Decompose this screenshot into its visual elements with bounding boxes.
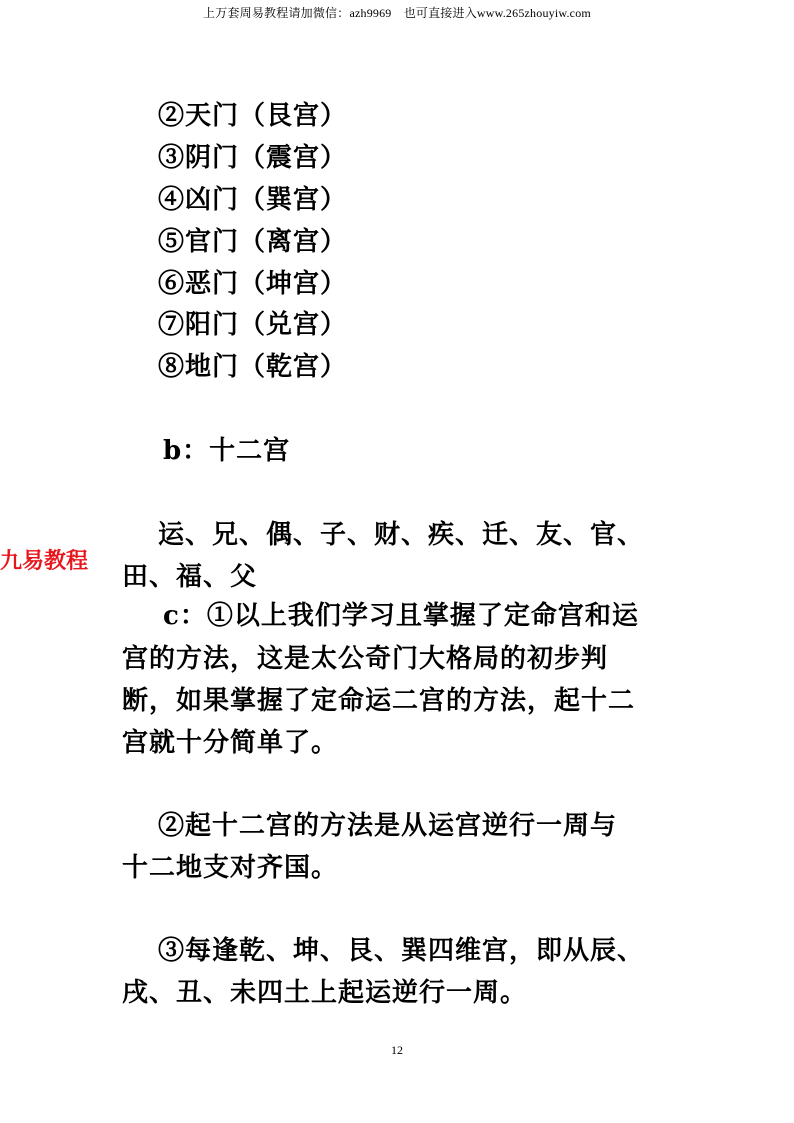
gate-line-yangmen: ⑦阳门（兑宫） [158,310,348,340]
gate-line-guanmen: ⑤官门（离宫） [158,227,348,257]
point-3-line-1: ③每逢乾、坤、艮、巽四维宫，即从辰、 [158,936,645,966]
section-c-line-4: 宫就十分简单了。 [122,728,339,758]
gate-line-dimen: ⑧地门（乾宫） [158,352,348,382]
section-c-line-2: 宫的方法，这是太公奇门大格局的初步判 [122,644,609,674]
gate-line-tianmen: ②天门（艮宫） [158,101,348,131]
point-2-line-2: 十二地支对齐国。 [122,853,339,883]
twelve-palaces-line-2: 田、福、父 [122,562,258,592]
gate-line-emen: ⑥恶门（坤宫） [158,269,348,299]
watermark-logo: 九易教程 [0,549,89,574]
page-header: 上万套周易教程请加微信：azh9969 也可直接进入www.265zhouyiw.com [203,6,591,20]
point-2-line-1: ②起十二宫的方法是从运宫逆行一周与 [158,811,618,841]
gate-line-xiongmen: ④凶门（巽宫） [158,185,348,215]
gate-line-yinmen: ③阴门（震宫） [158,143,348,173]
section-c-line-3: 断，如果掌握了定命运二宫的方法，起十二 [122,686,636,716]
section-b-heading: b：十二宫 [163,436,291,466]
page-number: 12 [391,1043,403,1057]
twelve-palaces-line-1: 运、兄、偶、子、财、疾、迁、友、官、 [158,520,645,550]
section-c-line-1: c：①以上我们学习且掌握了定命宫和运 [163,601,639,631]
point-3-line-2: 戌、丑、未四土上起运逆行一周。 [122,978,528,1008]
